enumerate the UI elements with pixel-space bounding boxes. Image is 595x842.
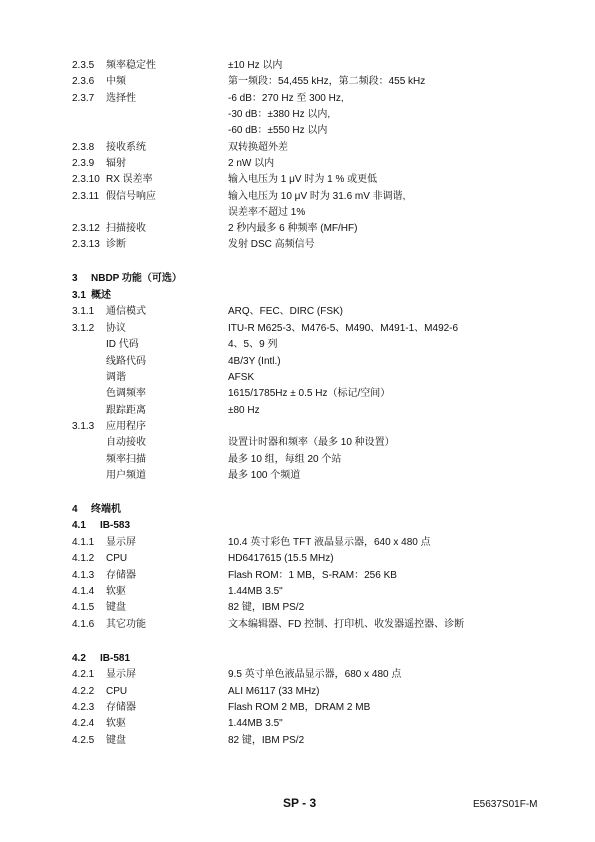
spec-row <box>0 716 595 731</box>
item-number: 4.2.4 <box>72 718 95 729</box>
spec-row <box>0 189 595 204</box>
item-value: ±10 Hz 以内 <box>228 60 283 71</box>
item-number: 4.2.1 <box>72 669 95 680</box>
item-value: Flash ROM：1 MB，S-RAM：256 KB <box>228 570 397 581</box>
subsection-title: 概述 <box>91 290 111 301</box>
item-number: 2.3.8 <box>72 142 95 153</box>
item-label: 存储器 <box>106 570 136 581</box>
item-label: 用户频道 <box>106 470 146 481</box>
item-label: 软驱 <box>106 718 126 729</box>
item-number: 3.1.1 <box>72 306 95 317</box>
item-value: 10.4 英寸彩色 TFT 液晶显示器，640 x 480 点 <box>228 537 431 548</box>
item-value: -30 dB：±380 Hz 以内, <box>228 109 331 120</box>
item-label: 色调频率 <box>106 388 146 399</box>
item-label: 显示屏 <box>106 537 136 548</box>
spec-row <box>0 733 595 748</box>
item-value: 82 键，IBM PS/2 <box>228 735 305 746</box>
item-value: 1.44MB 3.5" <box>228 718 283 729</box>
spec-row-continuation <box>0 205 595 220</box>
spec-row <box>0 156 595 171</box>
subsection-number: 4.1 <box>72 520 86 531</box>
item-value: 第一频段：54,455 kHz，第二频段：455 kHz <box>228 76 426 87</box>
section-title: 终端机 <box>91 504 121 515</box>
item-label: 中频 <box>106 76 126 87</box>
item-label: 频率扫描 <box>106 454 146 465</box>
item-value: 输入电压为 1 μV 时为 1 % 或更低 <box>228 174 378 185</box>
item-value: 文本编辑器、FD 控制、打印机、收发器遥控器、诊断 <box>228 619 465 630</box>
item-label: 调谐 <box>106 372 126 383</box>
spec-row <box>0 221 595 236</box>
item-number: 2.3.5 <box>72 60 95 71</box>
spec-row-continuation <box>0 107 595 122</box>
section-heading <box>0 502 595 517</box>
item-number: 2.3.13 <box>72 239 100 250</box>
item-number: 4.1.4 <box>72 586 95 597</box>
item-value: 2 nW 以内 <box>228 158 275 169</box>
item-value: 1.44MB 3.5" <box>228 586 283 597</box>
item-value: 4B/3Y (Intl.) <box>228 356 281 367</box>
spec-row <box>0 91 595 106</box>
item-number: 2.3.9 <box>72 158 95 169</box>
section-heading <box>0 271 595 286</box>
item-number: 4.1.5 <box>72 602 95 613</box>
spec-row <box>0 452 595 467</box>
spec-row-continuation <box>0 123 595 138</box>
item-number: 4.1.6 <box>72 619 95 630</box>
item-label: 显示屏 <box>106 669 136 680</box>
item-label: 通信模式 <box>106 306 146 317</box>
item-value: ALI M6117 (33 MHz) <box>228 686 320 697</box>
item-number: 2.3.7 <box>72 93 95 104</box>
item-value: Flash ROM 2 MB，DRAM 2 MB <box>228 702 371 713</box>
item-label: 接收系统 <box>106 142 146 153</box>
spec-row <box>0 74 595 89</box>
item-number: 2.3.11 <box>72 191 100 202</box>
item-value: -6 dB：270 Hz 至 300 Hz, <box>228 93 344 104</box>
item-label: 协议 <box>106 323 126 334</box>
item-label: 键盘 <box>106 735 126 746</box>
item-label: 键盘 <box>106 602 126 613</box>
item-label: RX 误差率 <box>106 174 153 185</box>
item-label: 自动接收 <box>106 437 146 448</box>
item-value: 发射 DSC 高频信号 <box>228 239 315 250</box>
item-label: 假信号响应 <box>106 191 156 202</box>
spec-row <box>0 386 595 401</box>
spec-row <box>0 321 595 336</box>
item-value: ARQ、FEC、DIRC (FSK) <box>228 306 343 317</box>
subsection-number: 4.2 <box>72 653 86 664</box>
spec-row <box>0 551 595 566</box>
item-value: 输入电压为 10 μV 时为 31.6 mV 非调谐, <box>228 191 406 202</box>
spec-row <box>0 667 595 682</box>
item-value: ITU-R M625-3、M476-5、M490、M491-1、M492-6 <box>228 323 459 334</box>
subsection-title: IB-583 <box>100 520 131 531</box>
item-number: 4.2.5 <box>72 735 95 746</box>
item-label: 存储器 <box>106 702 136 713</box>
spec-row <box>0 337 595 352</box>
item-number: 4.1.2 <box>72 553 95 564</box>
spec-row <box>0 237 595 252</box>
item-label: 辐射 <box>106 158 126 169</box>
item-value: 误差率不超过 1% <box>228 207 306 218</box>
spec-row <box>0 568 595 583</box>
subsection-title: IB-581 <box>100 653 131 664</box>
item-value: 82 键，IBM PS/2 <box>228 602 305 613</box>
section-number: 3 <box>72 273 78 284</box>
spec-row <box>0 172 595 187</box>
item-number: 4.2.3 <box>72 702 95 713</box>
item-label: 频率稳定性 <box>106 60 156 71</box>
item-label: 其它功能 <box>106 619 146 630</box>
item-value: 最多 100 个频道 <box>228 470 301 481</box>
item-value: 双转换超外差 <box>228 142 288 153</box>
item-value: 4、5、9 列 <box>228 339 278 350</box>
item-label: 应用程序 <box>106 421 146 432</box>
item-label: 诊断 <box>106 239 126 250</box>
spec-row <box>0 403 595 418</box>
item-value: -60 dB：±550 Hz 以内 <box>228 125 328 136</box>
item-value: AFSK <box>228 372 255 383</box>
item-value: 设置计时器和频率（最多 10 种设置） <box>228 437 395 448</box>
item-label: CPU <box>106 686 128 697</box>
item-label: 扫描接收 <box>106 223 146 234</box>
item-label: 软驱 <box>106 586 126 597</box>
item-value: 最多 10 组，每组 20 个站 <box>228 454 342 465</box>
item-number: 3.1.2 <box>72 323 95 334</box>
spec-row <box>0 370 595 385</box>
spec-row <box>0 600 595 615</box>
spec-row <box>0 304 595 319</box>
spec-row <box>0 468 595 483</box>
item-label: ID 代码 <box>106 339 139 350</box>
spec-row <box>0 58 595 73</box>
item-label: 选择性 <box>106 93 136 104</box>
page-number: SP - 3 <box>283 796 317 810</box>
item-number: 2.3.10 <box>72 174 100 185</box>
section-number: 4 <box>72 504 78 515</box>
spec-row <box>0 617 595 632</box>
item-label: 跟踪距离 <box>106 405 146 416</box>
item-label: 线路代码 <box>106 356 146 367</box>
spec-row <box>0 140 595 155</box>
subsection-heading <box>0 518 595 533</box>
subsection-heading <box>0 288 595 303</box>
item-number: 3.1.3 <box>72 421 95 432</box>
subsection-number: 3.1 <box>72 290 86 301</box>
item-number: 4.2.2 <box>72 686 95 697</box>
item-number: 2.3.6 <box>72 76 95 87</box>
item-value: 2 秒内最多 6 种频率 (MF/HF) <box>228 223 358 234</box>
item-number: 2.3.12 <box>72 223 100 234</box>
document-code: E5637S01F-M <box>473 799 538 810</box>
spec-row <box>0 419 595 434</box>
item-label: CPU <box>106 553 128 564</box>
spec-row <box>0 435 595 450</box>
item-value: ±80 Hz <box>228 405 260 416</box>
item-value: 1615/1785Hz ± 0.5 Hz（标记/空间） <box>228 388 391 399</box>
subsection-heading <box>0 651 595 666</box>
spec-row <box>0 535 595 550</box>
item-number: 4.1.3 <box>72 570 95 581</box>
spec-row <box>0 584 595 599</box>
item-value: HD6417615 (15.5 MHz) <box>228 553 334 564</box>
section-title: NBDP 功能（可选） <box>91 273 182 284</box>
spec-row <box>0 684 595 699</box>
spec-row <box>0 700 595 715</box>
spec-row <box>0 354 595 369</box>
item-value: 9.5 英寸单色液晶显示器，680 x 480 点 <box>228 669 402 680</box>
item-number: 4.1.1 <box>72 537 95 548</box>
